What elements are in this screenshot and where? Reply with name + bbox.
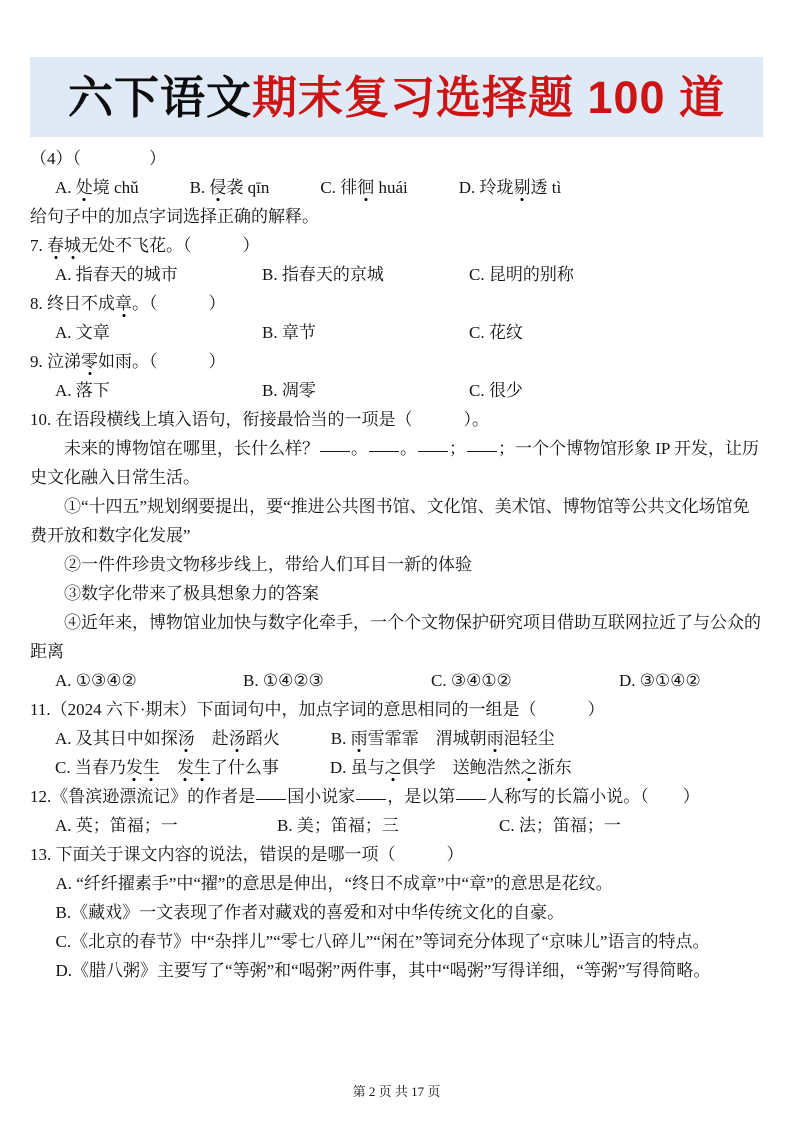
question-11-options-cd: C. 当春乃发生 发生了什么事 D. 虽与之俱学 送鲍浩然之浙东 — [55, 758, 572, 777]
question-13-option-b: B.《藏戏》一文表现了作者对藏戏的喜爱和对中华传统文化的自豪。 — [55, 903, 565, 922]
section-instruction: 给句子中的加点字词选择正确的解释。 — [30, 207, 319, 226]
document-body — [30, 144, 763, 985]
question-11: 11.（2024 六下·期末）下面词句中，加点字词的意思相同的一组是（ ） — [30, 700, 605, 719]
question-4-options: A. 处境 chǔ B. 侵袭 qīn C. 徘徊 huái D. 玲珑剔透 tì — [55, 178, 562, 197]
question-12: 12.《鲁滨逊漂流记》的作者是 国小说家 ，是以第 人称写的长篇小说。（ ） — [30, 787, 700, 806]
question-13-option-a: A. “纤纤擢素手”中“擢”的意思是伸出，“终日不成章”中“章”的意思是花纹。 — [55, 874, 613, 893]
page-title-red: 期末复习选择题 100 道 — [251, 71, 726, 123]
question-10-item-3: ③数字化带来了极具想象力的答案 — [64, 584, 319, 603]
question-13: 13. 下面关于课文内容的说法，错误的是哪一项（ ） — [30, 845, 464, 864]
question-10-item-2: ②一件件珍贵文物移步线上，带给人们耳目一新的体验 — [64, 555, 472, 574]
title-banner — [30, 57, 763, 137]
question-10-item-4: ④近年来，博物馆业加快与数字化牵手，一个个文物保护研究项目借助互联网拉近了与公众的距离 — [30, 613, 761, 661]
question-7-options: A. 指春天的城市 B. 指春天的京城 C. 昆明的别称 — [55, 265, 574, 284]
question-11-options-ab: A. 及其日中如探汤 赴汤蹈火 B. 雨雪霏霏 渭城朝雨浥轻尘 — [55, 729, 555, 748]
question-8: 8. 终日不成章。（ ） — [30, 294, 226, 313]
question-10-passage: 未来的博物馆在哪里，长什么样？ 。 。 ； ；一个个博物馆形象 IP 开发，让历史文化融入日常生活。 — [30, 439, 759, 487]
question-13-option-d: D.《腊八粥》主要写了“等粥”和“喝粥”两件事，其中“喝粥”写得详细，“等粥”写得简略。 — [55, 961, 711, 980]
question-10-options: A. ①③④② B. ①④②③ C. ③④①② D. ③①④② — [55, 671, 701, 690]
question-10-item-1: ①“十四五”规划纲要提出，要“推进公共图书馆、文化馆、美术馆、博物馆等公共文化场馆免费开放和数字化发展” — [30, 497, 750, 545]
page-number-footer: 第 2 页 共 17 页 — [352, 1084, 441, 1099]
page-title-black: 六下语文 — [67, 71, 252, 123]
question-10: 10. 在语段横线上填入语句，衔接最恰当的一项是（ ）。 — [30, 410, 489, 429]
question-4-answer-line: （4）（ ） — [30, 149, 166, 168]
question-9: 9. 泣涕零如雨。（ ） — [30, 352, 226, 371]
question-12-options: A. 英；笛福；一 B. 美；笛福；三 C. 法；笛福；一 — [55, 816, 621, 835]
question-7: 7. 春城无处不飞花。（ ） — [30, 236, 260, 255]
question-8-options: A. 文章 B. 章节 C. 花纹 — [55, 323, 523, 342]
question-9-options: A. 落下 B. 凋零 C. 很少 — [55, 381, 523, 400]
question-13-option-c: C.《北京的春节》中“杂拌儿”“零七八碎儿”“闲在”等词充分体现了“京味儿”语言的特点。 — [55, 932, 710, 951]
